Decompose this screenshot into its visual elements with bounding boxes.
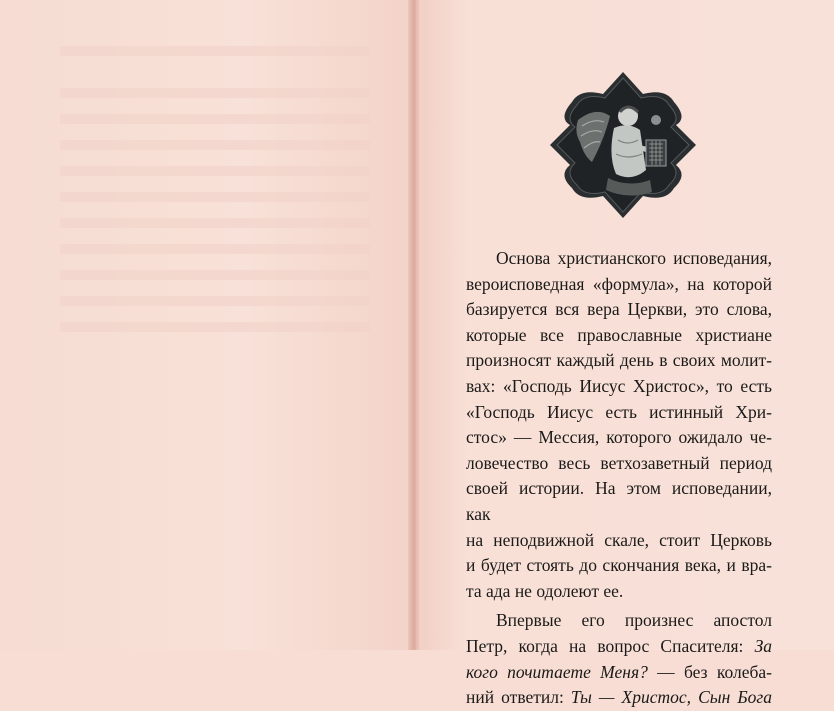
text-line: вероисповедная «формула», на которой — [466, 273, 772, 294]
text-line: Впервые его произнес апостол — [496, 610, 772, 631]
text-line: Основа христианского исповедания, — [496, 248, 772, 268]
text-line — [466, 634, 772, 660]
text-line: произносят каждый день в своих молит- — [466, 350, 772, 371]
show-through-line — [60, 296, 370, 306]
show-through-line — [60, 140, 370, 150]
show-through-line — [60, 114, 370, 124]
quote-italic: За — [754, 635, 773, 656]
quote-italic: Ты — Христос, Сын Бога — [570, 687, 772, 708]
show-through-line — [60, 218, 370, 228]
text-plain: Петр, когда на вопрос Спасителя: — [466, 635, 744, 656]
show-through-line — [60, 88, 370, 98]
left-page — [0, 0, 411, 650]
show-through-line — [60, 46, 370, 56]
show-through-line — [60, 270, 370, 280]
text-line: базируется вся вера Церкви, это слова, — [466, 299, 772, 320]
show-through-line — [60, 166, 370, 176]
text-line: «Господь Иисус есть истинный Хри- — [466, 401, 772, 422]
text-line: ловечество весь ветхозаветный период — [466, 452, 772, 473]
text-line: и будет стоять до скончания века, и вра- — [466, 555, 772, 576]
text-line: которые все православные христиане — [466, 324, 772, 345]
text-line: вах: «Господь Иисус Христос», то есть — [466, 375, 772, 396]
body-text — [466, 246, 772, 711]
text-plain: ний ответил: — [466, 687, 564, 708]
angel-emblem-icon — [548, 70, 698, 220]
text-plain: — без колеба- — [647, 661, 772, 682]
paragraph-1 — [466, 246, 772, 604]
text-line — [466, 660, 772, 686]
quote-italic: кого почитаете Меня? — [466, 661, 648, 682]
show-through-line — [60, 244, 370, 254]
paragraph-2 — [466, 608, 772, 710]
show-through-line — [60, 192, 370, 202]
text-line: та ада не одолеют ее. — [466, 580, 624, 601]
show-through-line — [60, 322, 370, 332]
text-line: стос» — Мессия, которого ожидало че- — [466, 427, 772, 448]
text-line: на неподвижной скале, стоит Церковь — [466, 529, 772, 550]
text-line: своей истории. На этом исповедании, как — [466, 478, 772, 524]
text-line — [466, 685, 772, 711]
